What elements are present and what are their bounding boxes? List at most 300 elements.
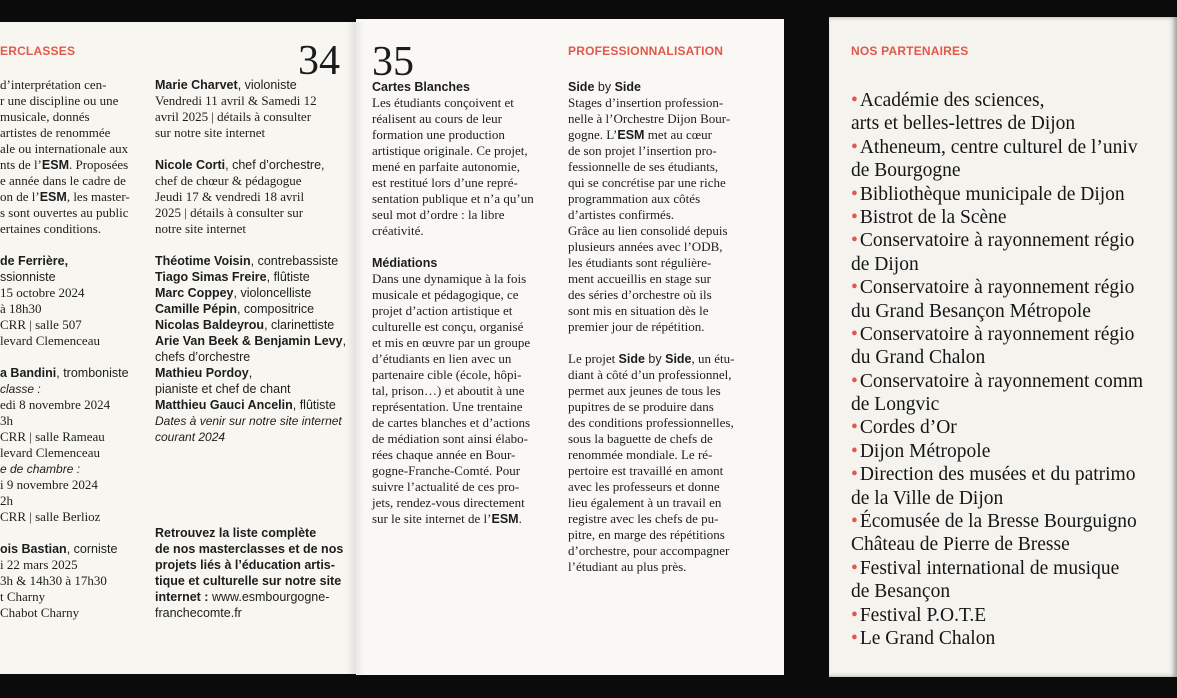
body-text: ale ou internationale aux bbox=[0, 141, 129, 156]
bullet-icon: • bbox=[851, 183, 858, 205]
bullet-icon: • bbox=[851, 627, 858, 649]
body-text: diant à côté d’un professionnel, bbox=[568, 367, 732, 382]
text-line bbox=[155, 317, 346, 333]
body-text: premier jour de répétition. bbox=[568, 319, 705, 334]
text-line bbox=[568, 175, 734, 191]
text-line bbox=[0, 381, 130, 397]
page-number-left: 34 bbox=[298, 38, 340, 84]
text-line bbox=[372, 383, 534, 399]
partner-line bbox=[851, 416, 1143, 439]
body-text: culturelle est conçu, organisé bbox=[372, 319, 524, 334]
text-line bbox=[155, 493, 346, 509]
text-line bbox=[155, 461, 346, 477]
text-line bbox=[0, 573, 130, 589]
partner-name: Cordes d’Or bbox=[859, 417, 957, 439]
body-text: seul mot d’ordre : la libre bbox=[372, 207, 505, 222]
partner-name: Château de Pierre de Bresse bbox=[851, 534, 1070, 556]
bullet-icon: • bbox=[851, 557, 858, 579]
text-line bbox=[155, 189, 346, 205]
text-line bbox=[568, 495, 734, 511]
bullet-icon: • bbox=[851, 417, 858, 439]
text-line bbox=[568, 447, 734, 463]
body-text: , violoncelliste bbox=[233, 286, 312, 300]
text-line bbox=[155, 525, 346, 541]
text-line bbox=[372, 207, 534, 223]
italic-text: e de chambre : bbox=[0, 462, 81, 476]
bold-text: Side bbox=[618, 352, 645, 366]
body-text: registre avec les chefs de pu- bbox=[568, 511, 719, 526]
text-line bbox=[0, 349, 130, 365]
text-line bbox=[155, 589, 346, 605]
body-text: de médiation sont ainsi élabo- bbox=[372, 431, 528, 446]
body-text: 2h bbox=[0, 493, 13, 508]
partner-name: de Bourgogne bbox=[851, 160, 961, 182]
italic-text: Dates à venir sur notre site internet bbox=[155, 414, 342, 428]
text-line bbox=[155, 301, 346, 317]
body-text: de son projet l’insertion pro- bbox=[568, 143, 717, 158]
text-line bbox=[568, 559, 734, 575]
bold-text: Mathieu Pordoy bbox=[155, 366, 249, 380]
body-text: , bbox=[342, 334, 347, 348]
body-text: gogne-Franche-Comté. Pour bbox=[372, 463, 521, 478]
body-text: pertoire est travaillé en amont bbox=[568, 463, 724, 478]
text-line bbox=[568, 511, 734, 527]
body-text: nts de l’ bbox=[0, 157, 42, 172]
body-text: , les master- bbox=[66, 189, 130, 204]
text-line bbox=[0, 157, 130, 173]
text-line bbox=[0, 221, 130, 237]
bullet-icon: • bbox=[851, 323, 858, 345]
body-text: sous la baguette de chefs de bbox=[568, 431, 713, 446]
text-line bbox=[155, 509, 346, 525]
text-line bbox=[568, 383, 734, 399]
body-text: chefs d’orchestre bbox=[155, 350, 251, 364]
text-line bbox=[155, 573, 346, 589]
text-line bbox=[155, 125, 346, 141]
partner-line bbox=[851, 604, 1143, 627]
body-text: 3h & 14h30 à 17h30 bbox=[0, 573, 107, 588]
partner-line bbox=[851, 183, 1143, 206]
partner-line bbox=[851, 627, 1143, 650]
text-line bbox=[568, 543, 734, 559]
spine-gutter bbox=[346, 22, 364, 674]
body-text: . bbox=[518, 511, 522, 526]
text-line bbox=[372, 191, 534, 207]
section-header-partenaires: NOS PARTENAIRES bbox=[851, 44, 969, 58]
body-text: Le projet bbox=[568, 351, 619, 366]
partner-name: Atheneum, centre culturel de l’univ bbox=[859, 136, 1138, 158]
text-line bbox=[0, 525, 130, 541]
text-line bbox=[155, 109, 346, 125]
body-text: CRR | salle Rameau bbox=[0, 429, 105, 444]
text-line bbox=[568, 159, 734, 175]
bold-text: Tiago Simas Freire bbox=[155, 270, 267, 284]
bold-text: Médiations bbox=[372, 256, 438, 270]
text-line bbox=[155, 605, 346, 621]
partner-name: Bistrot de la Scène bbox=[859, 206, 1007, 228]
body-text: s sont ouvertes au public bbox=[0, 205, 129, 220]
bold-text: Camille Pépin bbox=[155, 302, 237, 316]
body-text: renommée mondiale. Le ré- bbox=[568, 447, 713, 462]
text-line bbox=[155, 205, 346, 221]
text-line bbox=[155, 77, 346, 93]
text-line bbox=[568, 191, 734, 207]
text-line bbox=[155, 221, 346, 237]
text-line bbox=[568, 415, 734, 431]
partner-line bbox=[851, 580, 1143, 603]
body-text: d’artistes confirmés. bbox=[568, 207, 675, 222]
partner-name: de Besançon bbox=[851, 581, 951, 603]
bold-text: Side bbox=[614, 80, 641, 94]
body-text: d’orchestre, pour accompagner bbox=[568, 543, 730, 558]
bold-text: ois Bastian bbox=[0, 542, 67, 556]
partner-line bbox=[851, 533, 1143, 556]
partner-name: Académie des sciences, bbox=[859, 90, 1045, 111]
partner-name: Dijon Métropole bbox=[859, 440, 991, 462]
body-text: de cartes blanches et d’actions bbox=[372, 415, 531, 430]
partner-name: Écomusée de la Bresse Bourguigno bbox=[859, 511, 1137, 533]
partner-line bbox=[851, 136, 1143, 159]
page-number-right: 35 bbox=[372, 39, 414, 85]
body-text: levard Clemenceau bbox=[0, 445, 100, 460]
body-text: CRR | salle 507 bbox=[0, 317, 82, 332]
bullet-icon: • bbox=[851, 604, 858, 626]
text-line bbox=[155, 541, 346, 557]
text-line bbox=[372, 335, 534, 351]
text-line bbox=[372, 351, 534, 367]
body-text: , tromboniste bbox=[56, 366, 129, 380]
partner-name: du Grand Chalon bbox=[851, 347, 986, 369]
partner-name: arts et belles-lettres de Dijon bbox=[851, 113, 1076, 135]
partner-line bbox=[851, 557, 1143, 580]
bold-text: de Ferrière, bbox=[0, 254, 69, 268]
body-text: ment accueillis en stage sur bbox=[568, 271, 711, 286]
body-text: . Proposées bbox=[68, 157, 129, 172]
text-line bbox=[0, 301, 130, 317]
bold-text: projets liés à l’éducation artis- bbox=[155, 558, 335, 572]
text-line bbox=[155, 141, 346, 157]
body-text: artistes de renommée bbox=[0, 125, 111, 140]
text-line bbox=[372, 415, 534, 431]
body-text: Chabot Charny bbox=[0, 605, 80, 620]
text-line bbox=[155, 173, 346, 189]
text-line bbox=[155, 557, 346, 573]
text-line bbox=[372, 175, 534, 191]
text-line bbox=[568, 479, 734, 495]
text-line bbox=[372, 479, 534, 495]
body-text: Les étudiants conçoivent et bbox=[372, 95, 514, 110]
text-line bbox=[0, 413, 130, 429]
body-text: lieu également à un travail en bbox=[568, 495, 722, 510]
body-text: artistique originale. Ce projet, bbox=[372, 143, 528, 158]
body-text: , contrebassiste bbox=[250, 254, 339, 268]
body-text: partenaire cible (école, hôpi- bbox=[372, 367, 522, 382]
text-line bbox=[0, 253, 130, 269]
masterclasses-list-column bbox=[155, 77, 346, 621]
text-line bbox=[0, 429, 130, 445]
body-text: t Charny bbox=[0, 589, 46, 604]
text-line bbox=[0, 509, 130, 525]
body-text: by bbox=[644, 352, 666, 366]
body-text: musicale, donnés bbox=[0, 109, 90, 124]
body-text: chef de chœur & pédagogue bbox=[155, 173, 302, 188]
partner-line bbox=[851, 276, 1143, 299]
text-line bbox=[155, 285, 346, 301]
bold-text: de nos masterclasses et de nos bbox=[155, 542, 344, 556]
text-line bbox=[155, 333, 346, 349]
body-text: tal, prison…) et aboutit à une bbox=[372, 383, 525, 398]
text-line bbox=[568, 143, 734, 159]
body-text: edi 8 novembre 2024 bbox=[0, 397, 111, 412]
partner-name: Conservatoire à rayonnement régio bbox=[859, 277, 1135, 299]
bold-text: Cartes Blanches bbox=[372, 80, 470, 94]
text-line bbox=[0, 269, 130, 285]
text-line bbox=[568, 303, 734, 319]
body-text: ssionniste bbox=[0, 270, 56, 284]
partner-line bbox=[851, 510, 1143, 533]
partner-name: Festival P.O.T.E bbox=[859, 604, 987, 626]
body-text: qui se concrétise par une riche bbox=[568, 175, 726, 190]
body-text: , corniste bbox=[66, 542, 118, 556]
partner-line bbox=[851, 300, 1143, 323]
text-line bbox=[372, 511, 534, 527]
bold-text: Side bbox=[568, 80, 595, 94]
body-text: pitre, en marge des répétitions bbox=[568, 527, 725, 542]
text-line bbox=[155, 349, 346, 365]
side-by-side-column bbox=[568, 79, 734, 575]
partner-name: de Dijon bbox=[851, 253, 919, 275]
partner-name: de la Ville de Dijon bbox=[851, 487, 1004, 509]
body-text: Dans une dynamique à la fois bbox=[372, 271, 527, 286]
text-line bbox=[155, 477, 346, 493]
partner-line bbox=[851, 159, 1143, 182]
text-line bbox=[372, 303, 534, 319]
bold-text: a Bandini bbox=[0, 366, 57, 380]
body-text: musicale et pédagogique, ce bbox=[372, 287, 519, 302]
body-text: sont mis en situation dès le bbox=[568, 303, 709, 318]
body-text: sur le site internet de l’ bbox=[372, 511, 492, 526]
text-line bbox=[0, 493, 130, 509]
bullet-icon: • bbox=[851, 440, 858, 462]
body-text: www.esmbourgogne- bbox=[208, 590, 330, 604]
body-text: programmation aux côtés bbox=[568, 191, 701, 206]
body-text: les étudiants sont régulière- bbox=[568, 255, 712, 270]
text-line bbox=[0, 333, 130, 349]
body-text: formation une production bbox=[372, 127, 505, 142]
body-text: avril 2025 | détails à consulter bbox=[155, 109, 312, 124]
text-line bbox=[155, 93, 346, 109]
text-line bbox=[372, 79, 534, 95]
body-text: 3h bbox=[0, 413, 13, 428]
body-text: représentation. Une trentaine bbox=[372, 399, 523, 414]
bullet-icon: • bbox=[851, 206, 858, 228]
partner-name: de Longvic bbox=[851, 394, 940, 416]
bold-text: tique et culturelle sur notre site bbox=[155, 574, 342, 588]
body-text: , flûtiste bbox=[292, 398, 336, 412]
text-line bbox=[0, 109, 130, 125]
bold-text: ESM bbox=[491, 512, 519, 526]
text-line bbox=[568, 95, 734, 111]
right-page bbox=[829, 17, 1177, 677]
body-text: est restitué lors d’une repré- bbox=[372, 175, 518, 190]
partners-list bbox=[851, 89, 1143, 650]
body-text: levard Clemenceau bbox=[0, 333, 100, 348]
left-page bbox=[0, 22, 356, 674]
bold-text: Matthieu Gauci Ancelin bbox=[155, 398, 293, 412]
body-text: mené en parfaite autonomie, bbox=[372, 159, 520, 174]
partner-line bbox=[851, 112, 1143, 135]
body-text: , flûtiste bbox=[266, 270, 310, 284]
partner-name: Conservatoire à rayonnement comm bbox=[859, 370, 1144, 392]
text-line bbox=[568, 335, 734, 351]
bullet-icon: • bbox=[851, 136, 858, 158]
partner-line bbox=[851, 253, 1143, 276]
partner-name: Direction des musées et du patrimo bbox=[859, 464, 1136, 486]
text-line bbox=[372, 495, 534, 511]
partner-line bbox=[851, 370, 1143, 393]
text-line bbox=[155, 397, 346, 413]
body-text: des séries d’orchestre où ils bbox=[568, 287, 712, 302]
text-line bbox=[0, 141, 130, 157]
text-line bbox=[372, 367, 534, 383]
body-text: ertaines conditions. bbox=[0, 221, 102, 236]
text-line bbox=[372, 271, 534, 287]
body-text: Stages d’insertion profession- bbox=[568, 95, 724, 110]
text-line bbox=[568, 287, 734, 303]
text-line bbox=[568, 111, 734, 127]
text-line bbox=[0, 557, 130, 573]
text-line bbox=[372, 287, 534, 303]
body-text: rées chaque année en Bour- bbox=[372, 447, 516, 462]
text-line bbox=[568, 351, 734, 367]
bold-text: ESM bbox=[41, 158, 69, 172]
body-text: Grâce au lien consolidé depuis bbox=[568, 223, 728, 238]
text-line bbox=[155, 237, 346, 253]
body-text: , compositrice bbox=[236, 302, 315, 316]
body-text: on de l’ bbox=[0, 189, 40, 204]
bold-text: Retrouvez la liste complète bbox=[155, 526, 317, 540]
section-header-masterclasses: ERCLASSES bbox=[0, 44, 76, 58]
masterclasses-intro-column bbox=[0, 77, 130, 621]
partner-line bbox=[851, 393, 1143, 416]
text-line bbox=[568, 367, 734, 383]
text-line bbox=[568, 255, 734, 271]
text-line bbox=[155, 445, 346, 461]
body-text: créativité. bbox=[372, 223, 424, 238]
bullet-icon: • bbox=[851, 90, 858, 111]
bullet-icon: • bbox=[851, 370, 858, 392]
body-text: CRR | salle Berlioz bbox=[0, 509, 101, 524]
partner-name: Conservatoire à rayonnement régio bbox=[859, 230, 1135, 252]
body-text: i 22 mars 2025 bbox=[0, 557, 78, 572]
body-text: d’interprétation cen- bbox=[0, 77, 107, 92]
text-line bbox=[155, 413, 346, 429]
text-line bbox=[0, 445, 130, 461]
text-line bbox=[568, 431, 734, 447]
text-line bbox=[0, 125, 130, 141]
body-text: , un étu- bbox=[691, 351, 735, 366]
text-line bbox=[372, 239, 534, 255]
bold-text: Arie Van Beek & Benjamin Levy bbox=[155, 334, 343, 348]
partner-name: Bibliothèque municipale de Dijon bbox=[859, 183, 1125, 205]
body-text: Jeudi 17 & vendredi 18 avril bbox=[155, 189, 305, 204]
partner-name: du Grand Besançon Métropole bbox=[851, 300, 1091, 322]
text-line bbox=[0, 605, 130, 621]
text-line bbox=[568, 319, 734, 335]
text-line bbox=[372, 399, 534, 415]
text-line bbox=[568, 271, 734, 287]
bold-text: Nicole Corti bbox=[155, 158, 226, 172]
body-text: , bbox=[248, 366, 253, 380]
partner-line bbox=[851, 206, 1143, 229]
body-text: 15 octobre 2024 bbox=[0, 285, 85, 300]
text-line bbox=[0, 589, 130, 605]
body-text: sentation publique et n’a qu’un bbox=[372, 191, 534, 206]
text-line bbox=[155, 269, 346, 285]
partner-name: Le Grand Chalon bbox=[859, 627, 996, 649]
text-line bbox=[372, 223, 534, 239]
section-header-professionnalisation: PROFESSIONNALISATION bbox=[568, 44, 724, 58]
body-text: permet aux jeunes de tous les bbox=[568, 383, 721, 398]
body-text: , violoniste bbox=[237, 78, 297, 92]
text-line bbox=[568, 207, 734, 223]
text-line bbox=[0, 93, 130, 109]
body-text: et mis en œuvre par un groupe bbox=[372, 335, 531, 350]
body-text: jets, rendez-vous directement bbox=[372, 495, 525, 510]
partner-line bbox=[851, 346, 1143, 369]
body-text: des conditions professionnelles, bbox=[568, 415, 734, 430]
text-line bbox=[0, 317, 130, 333]
bold-text: Marie Charvet bbox=[155, 78, 238, 92]
body-text: avec les professeurs et donne bbox=[568, 479, 720, 494]
text-line bbox=[372, 463, 534, 479]
body-text: franchecomte.fr bbox=[155, 606, 242, 620]
cartes-blanches-mediations-column bbox=[372, 79, 534, 527]
body-text: sur notre site internet bbox=[155, 125, 266, 140]
partner-line bbox=[851, 463, 1143, 486]
text-line bbox=[0, 397, 130, 413]
text-line bbox=[0, 173, 130, 189]
bullet-icon: • bbox=[851, 230, 858, 252]
body-text: gogne. L’ bbox=[568, 127, 618, 142]
text-line bbox=[372, 159, 534, 175]
text-line bbox=[568, 399, 734, 415]
text-line bbox=[0, 285, 130, 301]
text-line bbox=[155, 381, 346, 397]
text-line bbox=[568, 223, 734, 239]
bullet-icon: • bbox=[851, 511, 858, 533]
text-line bbox=[155, 365, 346, 381]
partner-name: Festival international de musique bbox=[859, 557, 1120, 579]
partner-line bbox=[851, 487, 1143, 510]
text-line bbox=[155, 429, 346, 445]
italic-text: courant 2024 bbox=[155, 430, 226, 444]
body-text: d’étudiants en lien avec un bbox=[372, 351, 512, 366]
body-text: à 18h30 bbox=[0, 301, 42, 316]
text-line bbox=[0, 365, 130, 381]
bold-text: Théotime Voisin bbox=[155, 254, 251, 268]
text-line bbox=[372, 127, 534, 143]
text-line bbox=[372, 255, 534, 271]
partner-line bbox=[851, 229, 1143, 252]
text-line bbox=[568, 239, 734, 255]
body-text: projet d’action artistique et bbox=[372, 303, 513, 318]
body-text: l’étudiant au plus près. bbox=[568, 559, 687, 574]
text-line bbox=[155, 253, 346, 269]
partner-line bbox=[851, 323, 1143, 346]
text-line bbox=[372, 447, 534, 463]
text-line bbox=[372, 111, 534, 127]
